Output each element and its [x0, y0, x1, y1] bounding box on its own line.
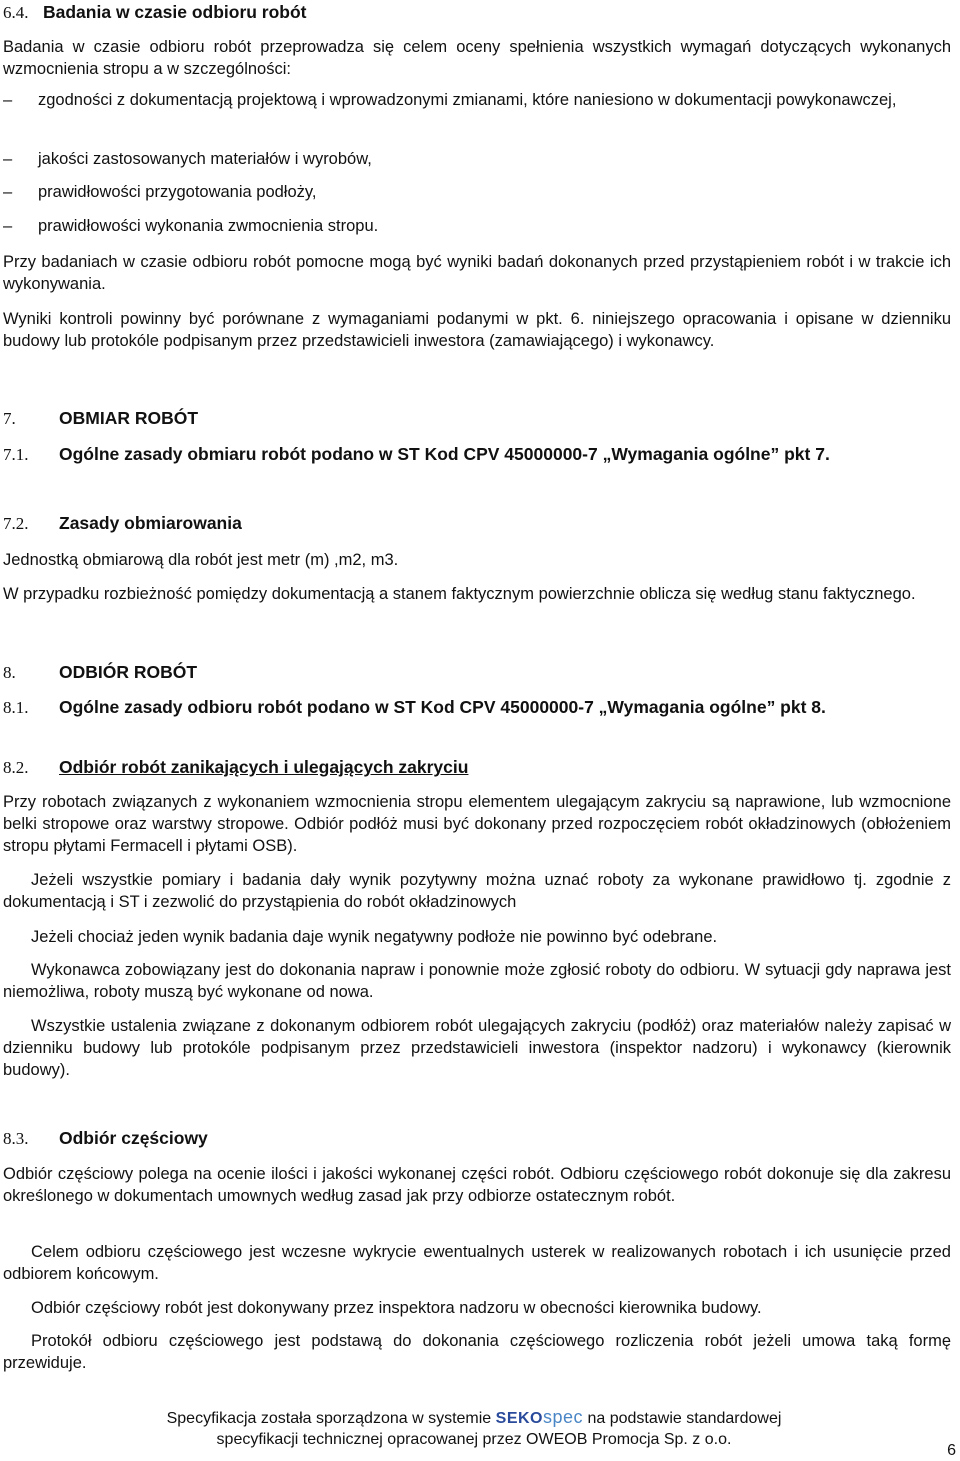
dash-glyph: –	[3, 150, 13, 168]
section-heading-6-4	[3, 2, 307, 23]
footer-text: Specyfikacja została sporządzona w systemie	[166, 1410, 492, 1427]
list-item-text: prawidłowości przygotowania podłoży,	[38, 183, 317, 201]
list-item-text: prawidłowości wykonania zwmocnienia stropu.	[38, 217, 379, 235]
section-title: ODBIÓR ROBÓT	[59, 662, 198, 682]
paragraph: Jeżeli wszystkie pomiary i badania dały wynik pozytywny można uznać roboty za wykonane prawidłowo tj. zgodnie z dokumentacją i ST i zezwolić do przystąpienia do robót okładzinowych	[3, 871, 951, 911]
paragraph: Wyniki kontroli powinny być porównane z wymaganiami podanymi w pkt. 6. niniejszego opracowania i opisane w dzienniku budowy lub protokóle podpisanym przez przedstawicieli inwestora (zamawiającego) i wykonawcy.	[3, 310, 951, 350]
paragraph: Jeżeli chociaż jeden wynik badania daje wynik negatywny podłoże nie powinno być odebrane.	[31, 928, 718, 946]
list-item-text: zgodności z dokumentacją projektową i wprowadzonymi zmianami, które naniesiono w dokumentacji powykonawczej,	[38, 91, 897, 109]
section-number: 7.	[3, 409, 16, 428]
footer-line-2: specyfikacji technicznej opracowanej przez OWEOB Promocja Sp. z o.o.	[216, 1431, 732, 1448]
section-title: Ogólne zasady obmiaru robót podano w ST Kod CPV 45000000-7 „Wymagania ogólne” pkt 7.	[59, 444, 830, 464]
page-footer	[0, 1407, 948, 1450]
section-heading-8-1	[3, 697, 826, 718]
section-title: Zasady obmiarowania	[59, 513, 242, 533]
list-item-text: jakości zastosowanych materiałów i wyrobów,	[38, 150, 372, 168]
list-item	[3, 148, 372, 171]
paragraph-intro: Badania w czasie odbioru robót przeprowadza się celem oceny spełnienia wszystkich wymagań dotyczących wykonanych wzmocnienia stropu a w szczególności:	[3, 38, 951, 78]
list-item	[3, 181, 317, 204]
paragraph: Wykonawca zobowiązany jest do dokonania napraw i ponownie może zgłosić roboty do odbioru. W sytuacji gdy naprawa jest niemożliwa, roboty muszą być wykonane od nowa.	[3, 961, 951, 1001]
list-item	[3, 89, 951, 112]
section-title: Odbiór robót zanikających i ulegających zakryciu	[59, 757, 469, 777]
footer-line-1	[0, 1407, 948, 1429]
logo-part: spec	[543, 1407, 584, 1427]
section-number: 8.3.	[3, 1129, 29, 1148]
section-number: 7.1.	[3, 445, 29, 464]
paragraph: Jednostką obmiarową dla robót jest metr (m) ,m2, m3.	[3, 551, 399, 569]
list-item	[3, 215, 378, 238]
section-heading-7-1	[3, 444, 830, 465]
paragraph: Odbiór częściowy polega na ocenie ilości i jakości wykonanej części robót. Odbioru częściowego robót dokonuje się dla zakresu określonego w dokumentach umownych według zasad jak przy odbiorze ostatecznym robót.	[3, 1165, 951, 1205]
footer-text: na podstawie standardowej	[587, 1410, 782, 1427]
section-heading-8	[3, 662, 197, 683]
section-heading-8-3	[3, 1128, 208, 1149]
section-number: 8.2.	[3, 758, 29, 777]
paragraph: Wszystkie ustalenia związane z dokonanym odbiorem robót ulegających zakryciu (podłóż) oraz materiałów należy zapisać w dzienniku budowy lub protokóle podpisanym przez przedstawicieli inwestora (inspektor nadzoru) i wykonawcy (kierownik budowy).	[3, 1017, 951, 1079]
sekospec-logo	[495, 1407, 584, 1427]
logo-part: SEKO	[495, 1410, 543, 1427]
section-heading-7	[3, 408, 198, 429]
dash-glyph: –	[3, 183, 13, 201]
section-title: Odbiór częściowy	[59, 1128, 208, 1148]
section-heading-8-2	[3, 757, 468, 778]
paragraph: Przy robotach związanych z wykonaniem wzmocnienia stropu elementem ulegającym zakryciu są naprawione, lub wzmocnione belki stropowe oraz warstwy stropowe. Odbiór podłóż musi być dokonany przed rozpoczęciem robót okładzinowych (obłożeniem stropu płytami Fermacell i płytami OSB).	[3, 793, 951, 855]
section-number: 8.1.	[3, 698, 29, 717]
section-number: 8.	[3, 663, 16, 682]
page-number: 6	[947, 1442, 956, 1459]
section-title: Badania w czasie odbioru robót	[43, 2, 307, 22]
section-title: Ogólne zasady odbioru robót podano w ST Kod CPV 45000000-7 „Wymagania ogólne” pkt 8.	[59, 697, 826, 717]
paragraph: Celem odbioru częściowego jest wczesne wykrycie ewentualnych usterek w realizowanych robotach i ich usunięcie przed odbiorem końcowym.	[3, 1243, 951, 1283]
section-number: 6.4.	[3, 3, 29, 22]
section-title: OBMIAR ROBÓT	[59, 408, 199, 428]
section-heading-7-2	[3, 513, 242, 534]
paragraph: Przy badaniach w czasie odbioru robót pomocne mogą być wyniki badań dokonanych przed przystąpieniem robót i w trakcie ich wykonywania.	[3, 253, 951, 293]
paragraph: W przypadku rozbieżność pomiędzy dokumentacją a stanem faktycznym powierzchnie oblicza się według stanu faktycznego.	[3, 585, 916, 603]
paragraph: Protokół odbioru częściowego jest podstawą do dokonania częściowego rozliczenia robót jeżeli umowa taką formę przewiduje.	[3, 1332, 951, 1372]
dash-glyph: –	[3, 91, 13, 109]
paragraph: Odbiór częściowy robót jest dokonywany przez inspektora nadzoru w obecności kierownika budowy.	[31, 1299, 762, 1317]
section-number: 7.2.	[3, 514, 29, 533]
dash-glyph: –	[3, 217, 13, 235]
